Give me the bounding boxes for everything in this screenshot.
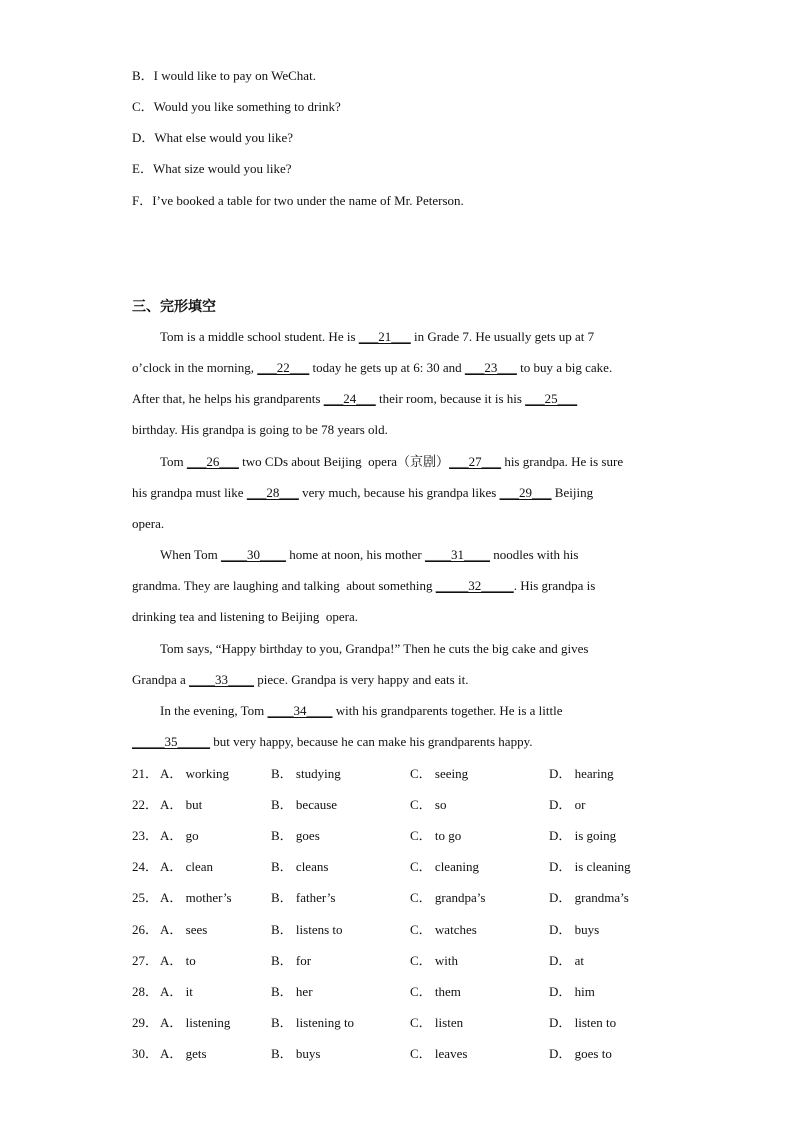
question-number: 21． [132, 766, 159, 781]
passage-line: drinking tea and listening to Beijing opera. [132, 609, 359, 624]
passage-text: with his grandparents together. He is a little [332, 703, 563, 718]
passage-text: grandma. They are laughing and talking about something [132, 578, 436, 593]
choice-a: A． listening [160, 1015, 231, 1030]
passage-text: When Tom [160, 547, 221, 562]
question-number: 29． [132, 1015, 159, 1030]
choice-d: D． is cleaning [549, 859, 631, 874]
choice-c: C． with [410, 953, 459, 968]
passage-text: very much, because his grandpa likes [298, 485, 500, 500]
passage-line [160, 546, 578, 564]
prev-option-c: C．Would you like something to drink? [132, 99, 341, 114]
passage-text: two CDs about Beijing opera（京剧） [238, 454, 450, 469]
question-row [132, 857, 692, 877]
choice-c: C． watches [410, 922, 477, 937]
passage-text: After that, he helps his grandparents [132, 391, 324, 406]
choice-a: A． gets [160, 1046, 207, 1061]
choice-c: C． them [410, 984, 461, 999]
passage-line [132, 733, 532, 751]
passage-line: opera. [132, 516, 165, 531]
choice-b: B． because [271, 797, 338, 812]
choice-b: B． her [271, 984, 313, 999]
choice-b: B． cleans [271, 859, 329, 874]
passage-line [160, 453, 623, 471]
prev-option-e: E．What size would you like? [132, 161, 292, 176]
passage-text: . His grandpa is [513, 578, 596, 593]
choice-c: C． cleaning [410, 859, 479, 874]
choice-d: D． him [549, 984, 595, 999]
choice-d: D． hearing [549, 766, 614, 781]
passage-text: his grandpa must like [132, 485, 247, 500]
choice-d: D． buys [549, 922, 600, 937]
question-row [132, 888, 692, 908]
passage-line [132, 390, 577, 408]
choice-c: C． seeing [410, 766, 469, 781]
passage-text: piece. Grandpa is very happy and eats it. [254, 672, 469, 687]
choice-c: C． listen [410, 1015, 464, 1030]
choice-d: D． grandma’s [549, 890, 629, 905]
choice-d: D． goes to [549, 1046, 612, 1061]
choice-c: C． to go [410, 828, 462, 843]
passage-text: Beijing [551, 485, 594, 500]
passage-line [132, 577, 595, 595]
passage-text: but very happy, because he can make his grandparents happy. [210, 734, 533, 749]
blank-34: ____34____ [267, 703, 333, 718]
choice-a: A． mother’s [160, 890, 232, 905]
question-row [132, 982, 692, 1002]
choice-a: A． go [160, 828, 199, 843]
blank-28: ___28___ [246, 485, 299, 500]
choice-a: A． clean [160, 859, 214, 874]
question-row [132, 1013, 692, 1033]
choice-b: B． buys [271, 1046, 321, 1061]
choice-b: B． goes [271, 828, 320, 843]
section-title: 三、完形填空 [132, 299, 216, 315]
passage-line: birthday. His grandpa is going to be 78 years old. [132, 422, 388, 437]
choice-d: D． is going [549, 828, 617, 843]
choice-d: D． at [549, 953, 585, 968]
question-number: 28． [132, 984, 159, 999]
passage-line [160, 328, 594, 346]
passage-text: Grandpa a [132, 672, 190, 687]
question-row [132, 920, 692, 940]
blank-25: ___25___ [525, 391, 578, 406]
choice-c: C． leaves [410, 1046, 468, 1061]
passage-line [132, 484, 593, 502]
choice-b: B． father’s [271, 890, 336, 905]
choice-b: B． for [271, 953, 312, 968]
passage-text: In the evening, Tom [160, 703, 268, 718]
passage-text: home at noon, his mother [285, 547, 425, 562]
prev-option-d: D．What else would you like? [132, 130, 294, 145]
blank-31: ____31____ [424, 547, 490, 562]
passage-text: Tom [160, 454, 187, 469]
question-number: 22． [132, 797, 159, 812]
question-number: 25． [132, 890, 159, 905]
choice-d: D． listen to [549, 1015, 617, 1030]
choice-a: A． to [160, 953, 196, 968]
choice-a: A． working [160, 766, 229, 781]
choice-b: B． listens to [271, 922, 343, 937]
passage-text: today he gets up at 6: 30 and [309, 360, 465, 375]
blank-26: ___26___ [186, 454, 239, 469]
passage-line [132, 359, 612, 377]
question-row [132, 826, 692, 846]
passage-text: their room, because it is his [375, 391, 526, 406]
question-number: 27． [132, 953, 159, 968]
question-row [132, 795, 692, 815]
blank-33: ____33____ [189, 672, 255, 687]
choice-d: D． or [549, 797, 586, 812]
passage-line: Tom says, “Happy birthday to you, Grandpa!” Then he cuts the big cake and gives [160, 641, 589, 656]
question-row [132, 951, 692, 971]
blank-23: ___23___ [464, 360, 517, 375]
blank-29: ___29___ [499, 485, 552, 500]
prev-option-f: F．I’ve booked a table for two under the name of Mr. Peterson. [132, 193, 464, 208]
question-number: 26． [132, 922, 159, 937]
question-row [132, 1044, 692, 1064]
blank-30: ____30____ [220, 547, 286, 562]
blank-32: _____32_____ [435, 578, 514, 593]
question-row [132, 764, 692, 784]
choice-a: A． sees [160, 922, 208, 937]
prev-option-b: B．I would like to pay on WeChat. [132, 68, 316, 83]
choice-a: A． but [160, 797, 203, 812]
question-number: 24． [132, 859, 159, 874]
blank-21: ___21___ [358, 329, 411, 344]
blank-24: ___24___ [323, 391, 376, 406]
question-number: 23． [132, 828, 159, 843]
blank-27: ___27___ [449, 454, 502, 469]
passage-line [132, 671, 468, 689]
passage-text: o’clock in the morning, [132, 360, 258, 375]
blank-35: _____35_____ [132, 734, 210, 749]
choice-b: B． studying [271, 766, 341, 781]
choice-b: B． listening to [271, 1015, 355, 1030]
passage-line [160, 702, 563, 720]
question-number: 30． [132, 1046, 159, 1061]
passage-text: Tom is a middle school student. He is [160, 329, 359, 344]
choice-c: C． grandpa’s [410, 890, 486, 905]
passage-text: in Grade 7. He usually gets up at 7 [410, 329, 595, 344]
choice-c: C． so [410, 797, 447, 812]
blank-22: ___22___ [257, 360, 310, 375]
passage-text: noodles with his [489, 547, 579, 562]
passage-text: to buy a big cake. [516, 360, 613, 375]
passage-text: his grandpa. He is sure [501, 454, 624, 469]
choice-a: A． it [160, 984, 193, 999]
